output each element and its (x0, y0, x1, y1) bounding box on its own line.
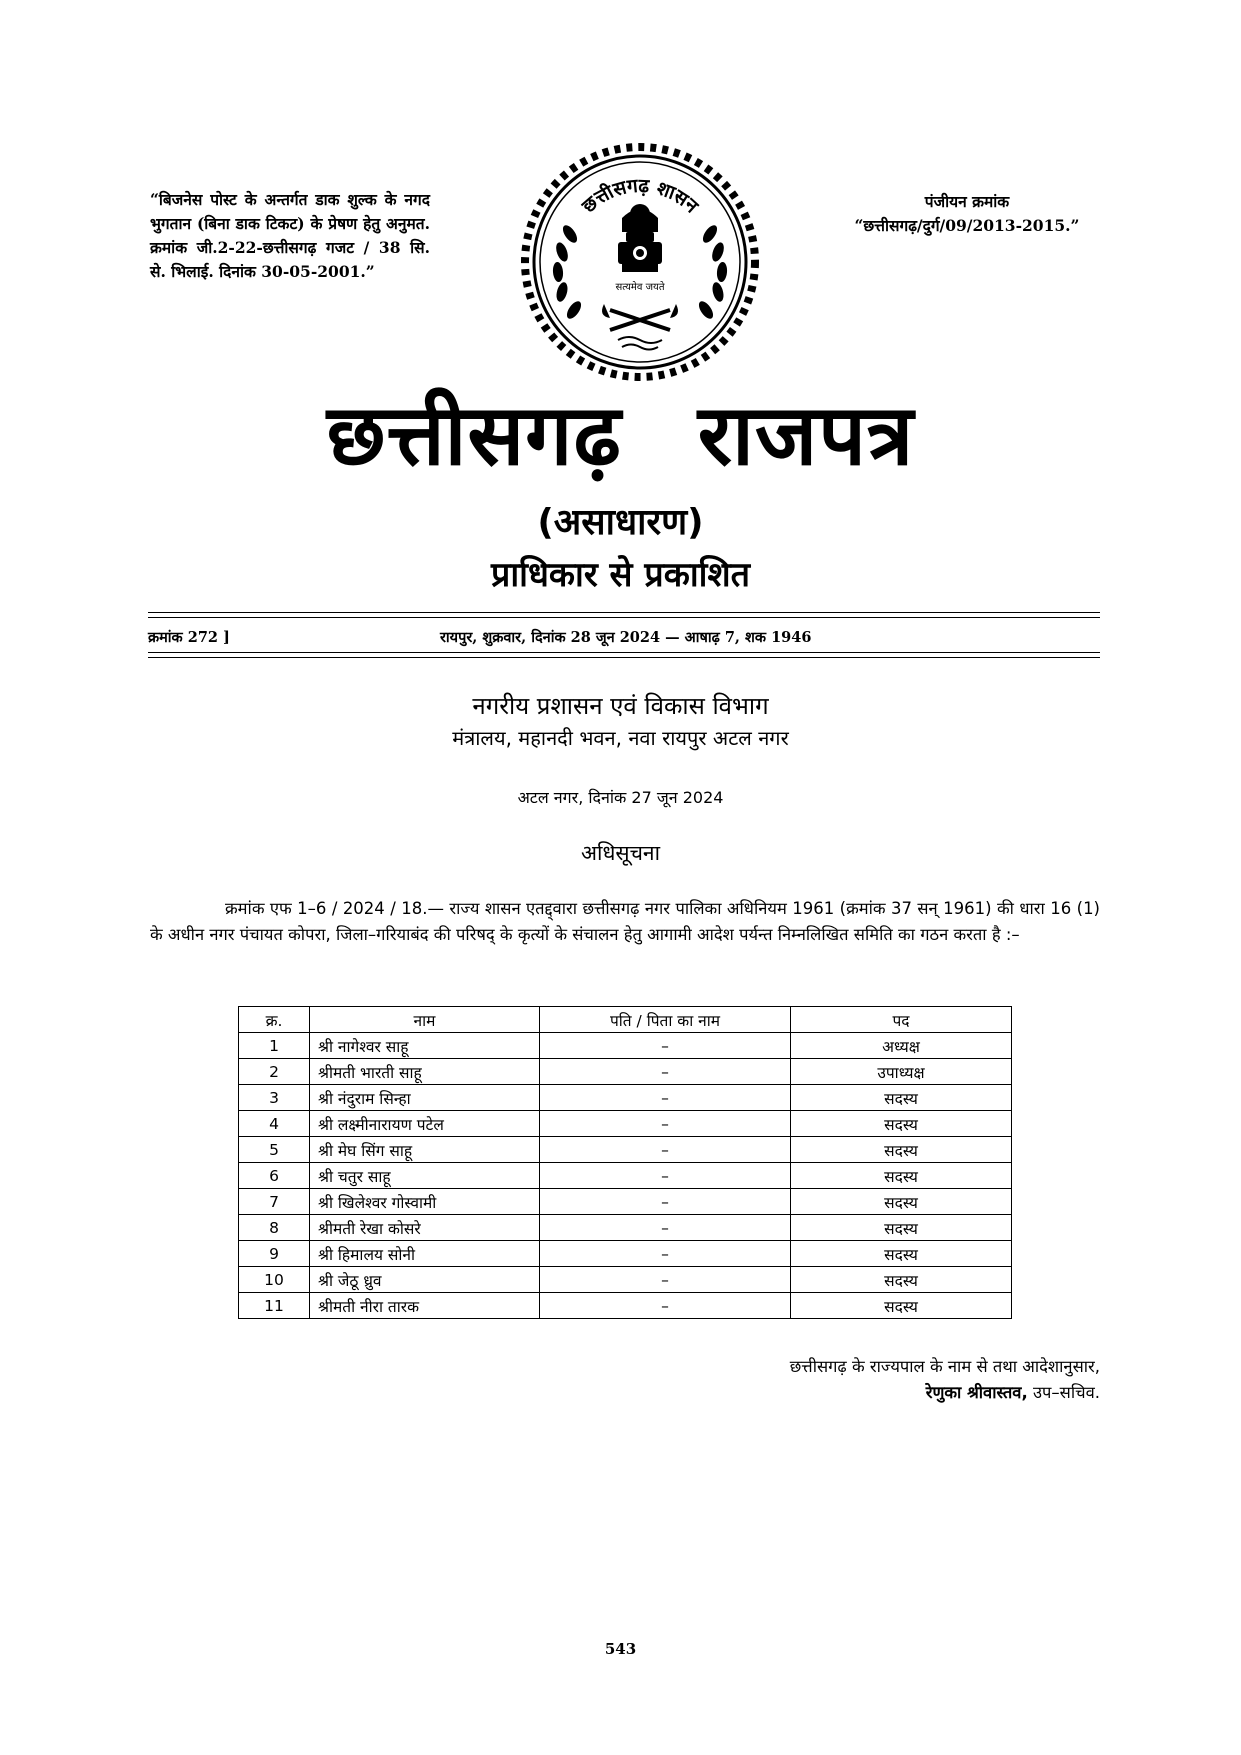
state-seal-icon (518, 140, 763, 385)
row-father-name: – (540, 1111, 791, 1137)
row-father-name: – (540, 1293, 791, 1319)
row-post: सदस्य (791, 1215, 1012, 1241)
table-row (239, 1215, 1012, 1241)
gazette-subtitle-extraordinary: (असाधारण) (537, 502, 704, 543)
gazette-title (0, 385, 1241, 485)
rule-top-1 (148, 612, 1100, 613)
gazette-title-word-1: छत्तीसगढ़ (326, 386, 622, 484)
gazette-title-word-2: राजपत्र (697, 386, 915, 484)
signature-block (150, 1380, 1100, 1406)
row-father-name: – (540, 1267, 791, 1293)
page-number: 543 (604, 1640, 637, 1658)
table-row (239, 1059, 1012, 1085)
row-father-name: – (540, 1241, 791, 1267)
issue-number: क्रमांक 272 ] (148, 629, 230, 646)
row-serial: 10 (239, 1267, 310, 1293)
rule-top-2 (148, 617, 1100, 618)
table-row (239, 1267, 1012, 1293)
table-row (239, 1293, 1012, 1319)
row-father-name: – (540, 1137, 791, 1163)
issue-date-line: रायपुर, शुक्रवार, दिनांक 28 जून 2024 — आषाढ़ 7, शक 1946 (440, 629, 812, 646)
notice-body: क्रमांक एफ 1–6 / 2024 / 18.— राज्य शासन एतद्द्वारा छत्तीसगढ़ नगर पालिका अधिनियम 1961 (क्रमांक 37 सन् 1961) की धारा 16 (1) के अधीन नगर पंचायत कोपरा, जिला–गरियाबंद की परिषद् के कृत्यों के संचालन हेतु आगामी आदेश पर्यन्त निम्नलिखित समिति का गठन करता है :– (150, 899, 1100, 944)
row-serial: 4 (239, 1111, 310, 1137)
col-header-name: नाम (310, 1007, 540, 1033)
row-post: सदस्य (791, 1163, 1012, 1189)
registration-block (832, 190, 1102, 238)
notice-heading: अधिसूचना (580, 841, 661, 865)
row-name: श्री हिमालय सोनी (310, 1241, 540, 1267)
row-name: श्री जेठू ध्रुव (310, 1267, 540, 1293)
row-post: सदस्य (791, 1189, 1012, 1215)
row-post: सदस्य (791, 1267, 1012, 1293)
signature-authority-line: छत्तीसगढ़ के राज्यपाल के नाम से तथा आदेशानुसार, (789, 1357, 1100, 1376)
row-serial: 8 (239, 1215, 310, 1241)
row-name: श्रीमती रेखा कोसरे (310, 1215, 540, 1241)
seal-text-top: छत्तीसगढ़ शासन (577, 174, 703, 218)
gazette-subtitle-authority: प्राधिकार से प्रकाशित (491, 555, 750, 595)
row-name: श्री नंदुराम सिन्हा (310, 1085, 540, 1111)
row-post: सदस्य (791, 1111, 1012, 1137)
row-serial: 5 (239, 1137, 310, 1163)
table-row (239, 1163, 1012, 1189)
row-name: श्री लक्ष्मीनारायण पटेल (310, 1111, 540, 1137)
registration-number: “छत्तीसगढ़/दुर्ग/09/2013-2015.” (854, 216, 1080, 235)
row-father-name: – (540, 1163, 791, 1189)
row-name: श्री चतुर साहू (310, 1163, 540, 1189)
row-father-name: – (540, 1059, 791, 1085)
table-row (239, 1085, 1012, 1111)
row-name: श्री खिलेश्वर गोस्वामी (310, 1189, 540, 1215)
row-serial: 6 (239, 1163, 310, 1189)
committee-table (238, 1006, 1012, 1319)
rule-bottom-1 (148, 652, 1100, 653)
row-serial: 1 (239, 1033, 310, 1059)
row-serial: 7 (239, 1189, 310, 1215)
table-header-row (239, 1007, 1012, 1033)
row-father-name: – (540, 1085, 791, 1111)
row-post: अध्यक्ष (791, 1033, 1012, 1059)
row-post: सदस्य (791, 1085, 1012, 1111)
table-row (239, 1111, 1012, 1137)
row-post: सदस्य (791, 1241, 1012, 1267)
row-father-name: – (540, 1215, 791, 1241)
signatory-name: रेणुका श्रीवास्तव, (925, 1383, 1028, 1402)
signatory-designation: उप–सचिव. (1033, 1383, 1100, 1402)
table-row (239, 1189, 1012, 1215)
registration-label: पंजीयन क्रमांक (924, 192, 1010, 211)
col-header-sn: क्र. (239, 1007, 310, 1033)
row-serial: 9 (239, 1241, 310, 1267)
postal-permit-note: “बिजनेस पोस्ट के अन्तर्गत डाक शुल्क के नगद भुगतान (बिना डाक टिकट) के प्रेषण हेतु अनुमत. क्रमांक जी.2-22-छत्तीसगढ़ गजट / 38 सि. से. भिलाई. दिनांक 30-05-2001.” (150, 190, 430, 281)
row-name: श्रीमती भारती साहू (310, 1059, 540, 1085)
row-post: सदस्य (791, 1293, 1012, 1319)
row-post: उपाध्यक्ष (791, 1059, 1012, 1085)
notice-place-date: अटल नगर, दिनांक 27 जून 2024 (517, 788, 724, 807)
row-father-name: – (540, 1033, 791, 1059)
row-father-name: – (540, 1189, 791, 1215)
seal-motto: सत्यमेव जयते (615, 282, 665, 293)
department-name: नगरीय प्रशासन एवं विकास विभाग (472, 692, 769, 720)
col-header-post: पद (791, 1007, 1012, 1033)
committee-table-body (239, 1033, 1012, 1319)
row-serial: 11 (239, 1293, 310, 1319)
table-row (239, 1033, 1012, 1059)
row-serial: 2 (239, 1059, 310, 1085)
row-name: श्री नागेश्वर साहू (310, 1033, 540, 1059)
row-post: सदस्य (791, 1137, 1012, 1163)
col-header-father: पति / पिता का नाम (540, 1007, 791, 1033)
row-name: श्री मेघ सिंग साहू (310, 1137, 540, 1163)
department-address: मंत्रालय, महानदी भवन, नवा रायपुर अटल नगर (452, 726, 789, 750)
row-serial: 3 (239, 1085, 310, 1111)
table-row (239, 1241, 1012, 1267)
row-name: श्रीमती नीरा तारक (310, 1293, 540, 1319)
rule-bottom-2 (148, 657, 1100, 658)
table-row (239, 1137, 1012, 1163)
